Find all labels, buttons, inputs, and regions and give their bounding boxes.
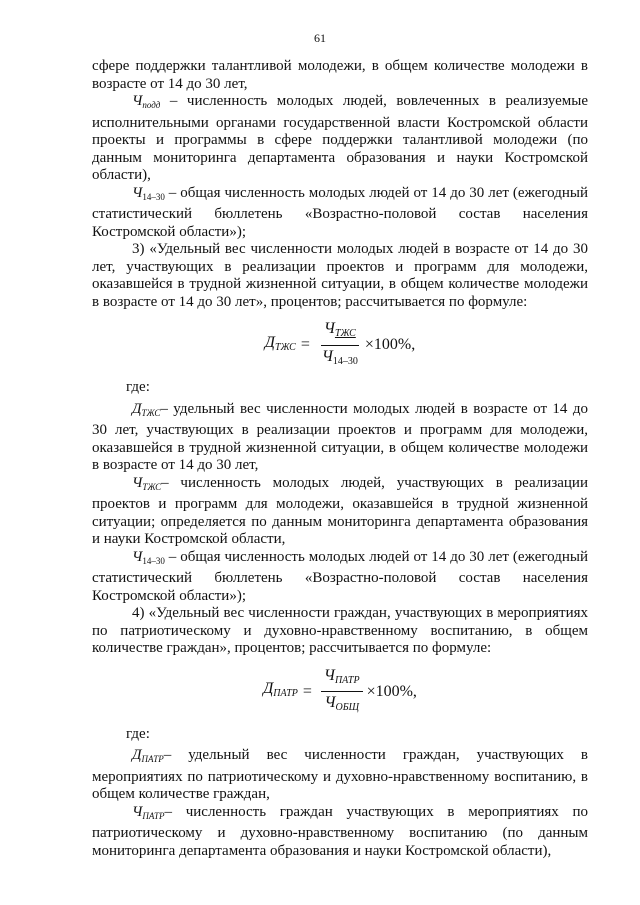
- where-label: где:: [126, 725, 150, 742]
- formula-numerator: $Ч_{ТЖС}$: [321, 320, 359, 346]
- formula-multiplier: ×100%,: [366, 682, 417, 700]
- formula-lhs: $Д_{ТЖС}$: [264, 333, 296, 353]
- where-label: где:: [126, 379, 150, 395]
- symbol: $Ч_{14-30}$: [132, 184, 165, 202]
- formula-lhs: $Д_{ПАТР}$: [263, 680, 298, 700]
- definition-ch-tzhs: $Ч_{ТЖС}-$ численность молодых людей, участвующих в реализации проектов и программ для молодежи, оказавшейся в трудной жизненной ситуации; определяется по данным мониторинга департамента образования и науки Костромской области,: [92, 474, 588, 547]
- formula-equals: =: [302, 682, 312, 700]
- item-3-paragraph: 3) «Удельный вес численности молодых людей в возрасте от 14 до 30 лет, участвующих в реализации проектов и программ для молодежи, оказавшейся в трудной жизненной ситуации, в общем количестве молодежи в возрасте от 14 до 30 лет», процентов; рассчитывается по формуле:: [92, 241, 588, 310]
- definition-ch-podd: $Ч_{подд}$ – численность молодых людей, вовлеченных в реализуемые исполнительными органами государственной власти Костромской области проекты и программы в сфере поддержки талантливой молодежи (по данным мониторинга департамента образования и науки Костромской области),: [92, 93, 588, 183]
- symbol: $Ч_{ПАТР}$: [132, 803, 165, 821]
- formula-numerator: $Ч_{ПАТР}$: [321, 667, 363, 693]
- definition-ch-patr: $Ч_{ПАТР}-$ численность граждан участвующих в мероприятиях по патриотическому и духовно-нравственному воспитанию (по данным мониторинга департамента образования и науки Костромской области),: [92, 803, 588, 859]
- definition-ch-14-30: $Ч_{14-30}$ – общая численность молодых людей от 14 до 30 лет (ежегодный статистический бюллетень «Возрастно-половой состав населения Костромской области»);: [92, 184, 588, 240]
- formula-denominator: $Ч_{ОБЩ}$: [324, 694, 360, 713]
- page-content: [92, 58, 588, 860]
- formula-d-tzhs: [92, 320, 588, 370]
- formula-multiplier: ×100%,: [364, 336, 416, 354]
- formula-fraction: [321, 667, 363, 717]
- formula-equals: =: [300, 336, 310, 354]
- symbol: $Д_{ТЖС}$: [132, 400, 161, 418]
- definition-d-tzhs: $Д_{ТЖС}-$ удельный вес численности молодых людей в возрасте от 14 до 30 лет, участвующих в реализации проектов и программ для молодежи, оказавшейся в трудной жизненной ситуации, в общем количестве молодежи в возрасте от 14 до 30 лет,: [92, 400, 588, 473]
- formula-fraction: [319, 320, 361, 370]
- definition-d-patr: $Д_{ПАТР}-$ удельный вес численности граждан, участвующих в мероприятиях по патриотическому и духовно-нравственному воспитанию, в общем количестве граждан,: [92, 747, 588, 802]
- paragraph: сфере поддержки талантливой молодежи, в общем количестве молодежи в возрасте от 14 до 30 лет,: [92, 58, 588, 92]
- formula-d-patr: [92, 667, 588, 717]
- page-number: 61: [314, 31, 326, 45]
- symbol: $Ч_{подд}$: [132, 93, 161, 110]
- item-4-paragraph: 4) «Удельный вес численности граждан, участвующих в мероприятиях по патриотическому и духовно-нравственному воспитанию, в общем количестве граждан», процентов; рассчитывается по формуле:: [92, 605, 588, 656]
- symbol: $Ч_{14-30}$: [132, 548, 165, 566]
- symbol: $Д_{ПАТР}$: [132, 747, 164, 764]
- formula-denominator: $Ч_{14-30}$: [321, 347, 358, 367]
- definition-ch-14-30-second: $Ч_{14-30}$ – общая численность молодых людей от 14 до 30 лет (ежегодный статистический бюллетень «Возрастно-половой состав населения Костромской области»);: [92, 548, 588, 604]
- symbol: $Ч_{ТЖС}$: [132, 474, 162, 492]
